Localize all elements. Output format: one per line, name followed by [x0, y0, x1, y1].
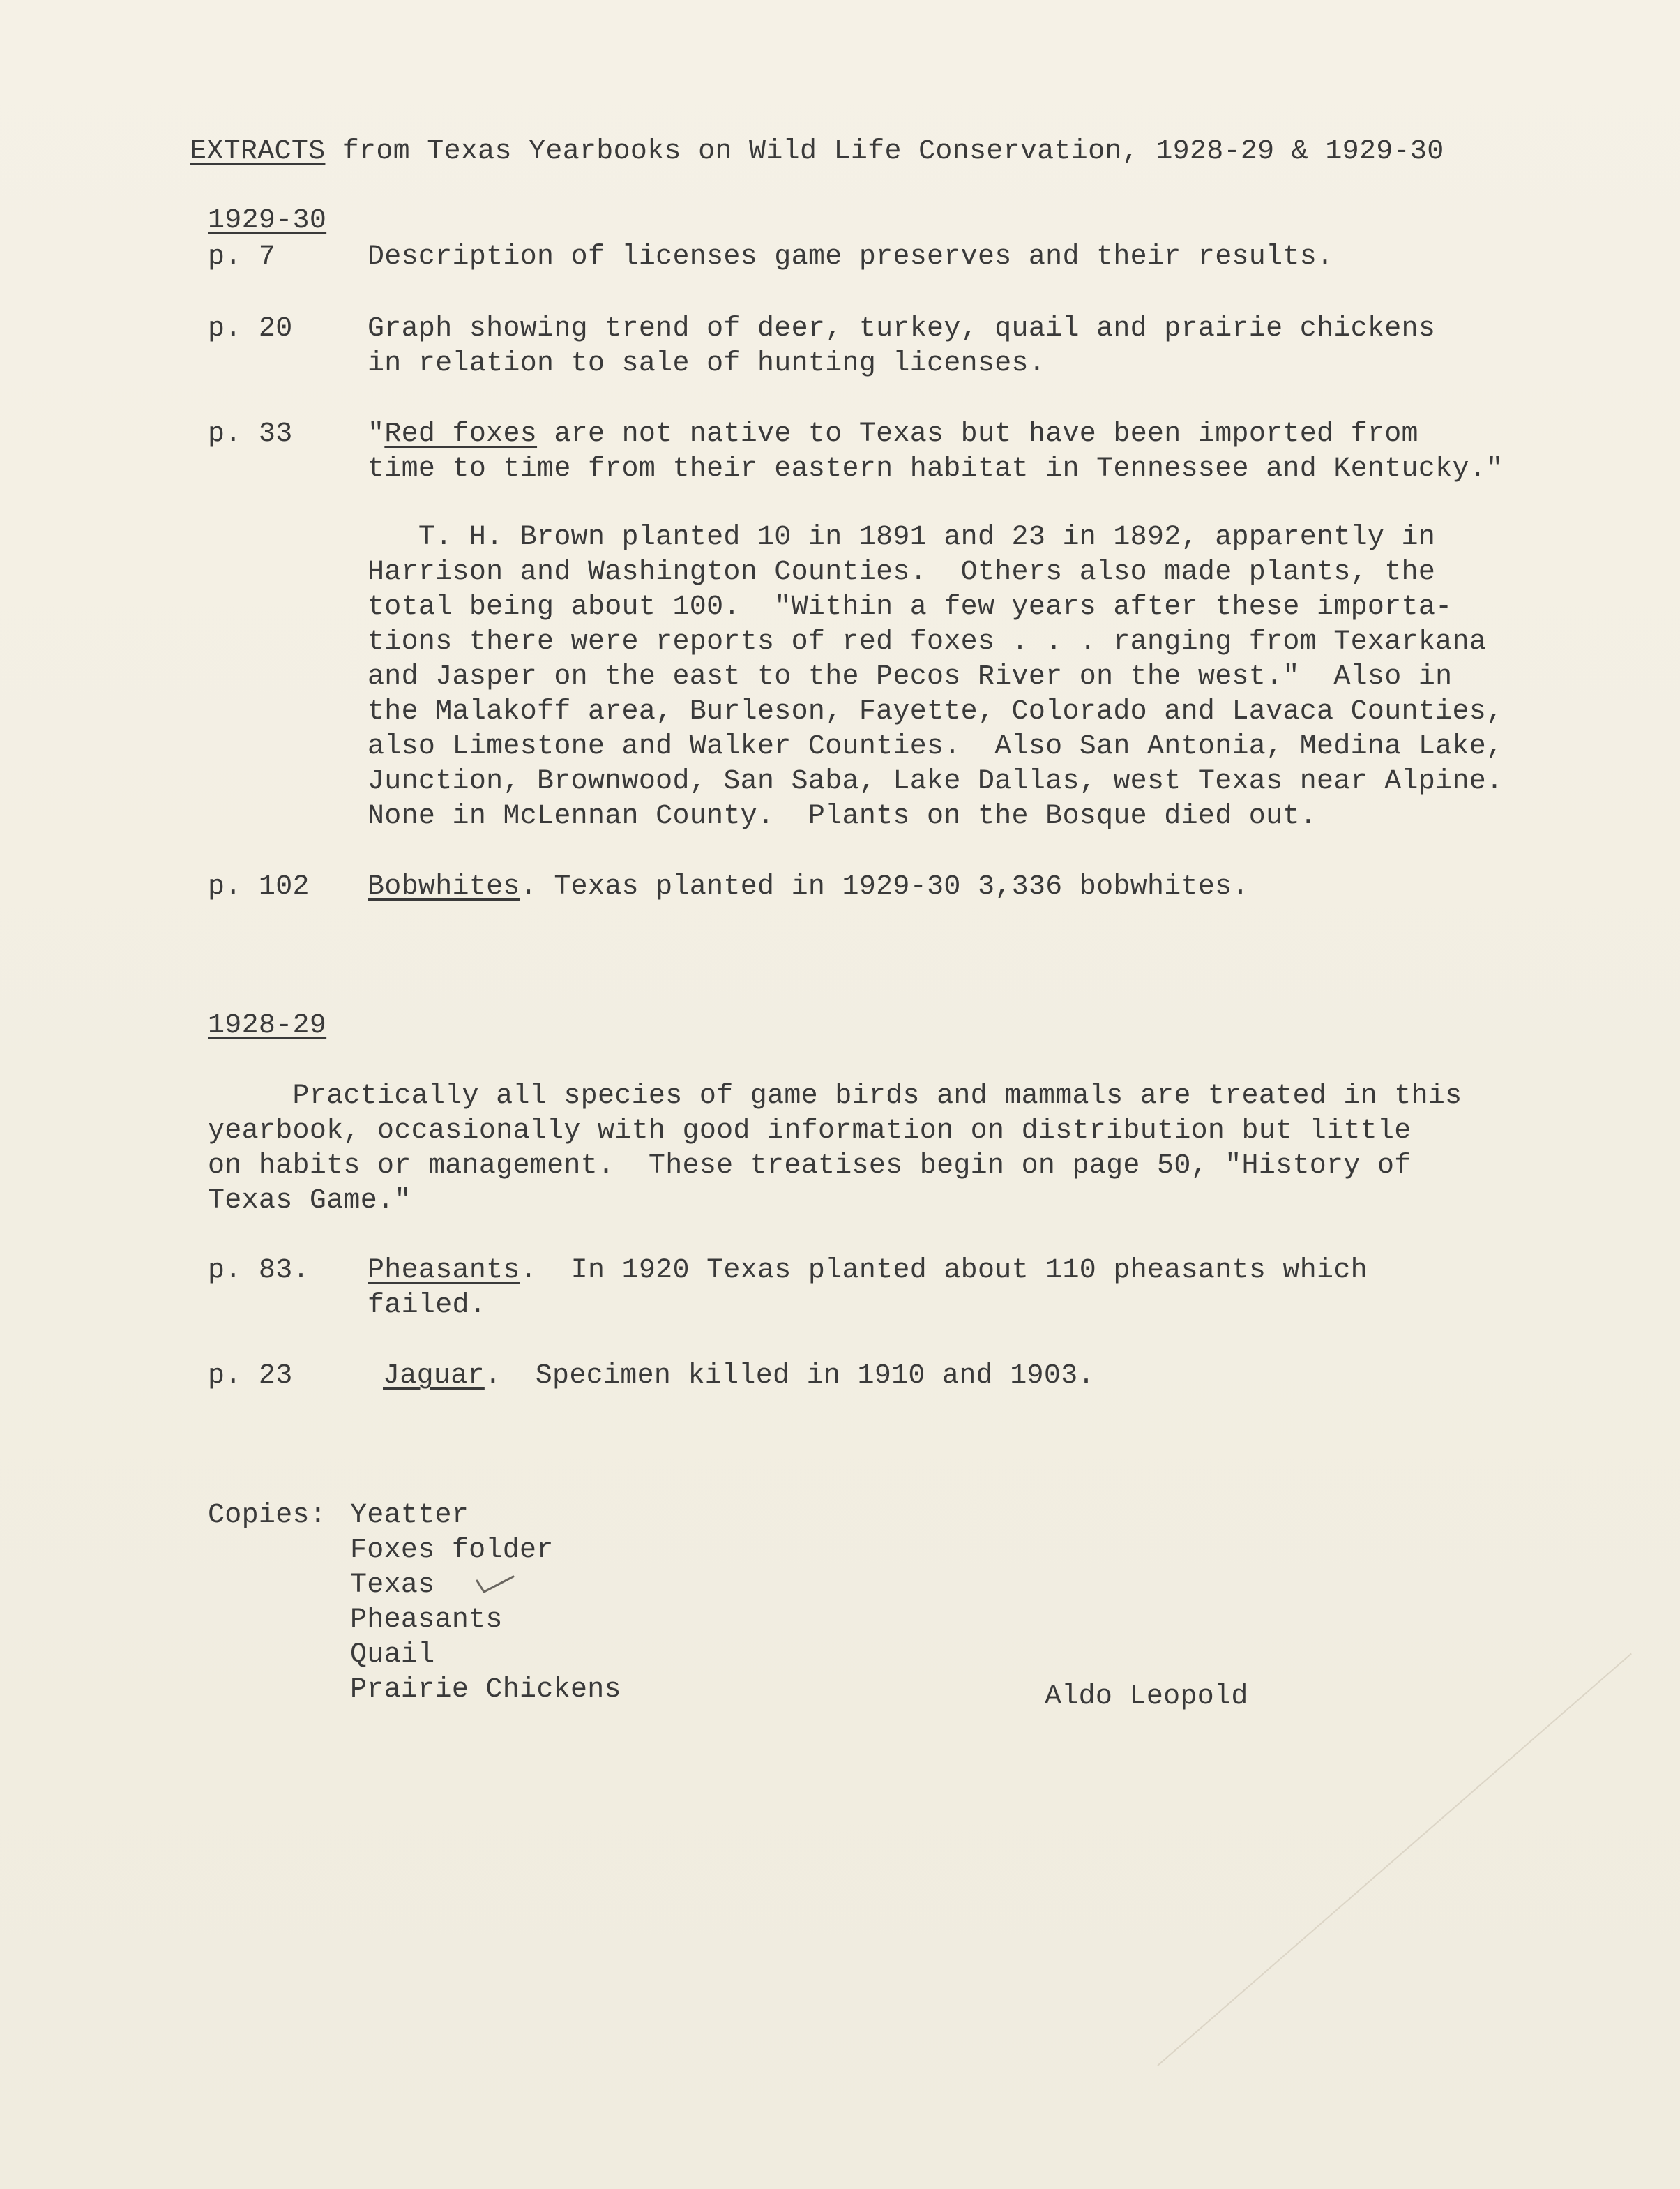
page-ref-7: p. 7: [208, 241, 276, 273]
intro-paragraph-line: on habits or management. These treatises begin on page 50, "History of: [208, 1150, 1412, 1182]
entry-text-83-line1: [368, 1254, 1368, 1288]
fox-paragraph-line: also Limestone and Walker Counties. Also San Antonia, Medina Lake,: [368, 731, 1504, 762]
fox-paragraph-line: Harrison and Washington Counties. Others also made plants, the: [368, 557, 1436, 588]
page-ref-23: p. 23: [208, 1360, 293, 1392]
entry-text-7: Description of licenses game preserves and their results.: [368, 241, 1334, 273]
topic-bobwhites: Bobwhites: [368, 871, 520, 903]
entry-text-33-rest: are not native to Texas but have been imported from: [537, 419, 1418, 450]
page-ref-102: p. 102: [208, 871, 310, 903]
fox-paragraph-line: T. H. Brown planted 10 in 1891 and 23 in 1892, apparently in: [368, 522, 1436, 553]
fox-paragraph-line: tions there were reports of red foxes . . . ranging from Texarkana: [368, 626, 1487, 658]
title-label: EXTRACTS: [190, 136, 326, 167]
page-ref-33: p. 33: [208, 419, 293, 450]
signature: Aldo Leopold: [1045, 1681, 1248, 1713]
entry-text-83-line2: failed.: [368, 1290, 487, 1321]
copy-recipient: Pheasants: [350, 1604, 503, 1636]
fox-paragraph-line: and Jasper on the east to the Pecos River on the west." Also in: [368, 661, 1453, 693]
copy-recipient: Foxes folder: [350, 1535, 554, 1566]
fox-paragraph-line: Junction, Brownwood, San Saba, Lake Dallas, west Texas near Alpine.: [368, 766, 1504, 797]
page-ref-83: p. 83.: [208, 1255, 310, 1286]
entry-text-33-line1: [368, 417, 1418, 452]
quote-mark: ": [368, 419, 385, 450]
intro-paragraph-line: Practically all species of game birds and mammals are treated in this: [208, 1081, 1462, 1112]
entry-text-102: [368, 870, 1249, 905]
intro-paragraph-line: Texas Game.": [208, 1185, 411, 1217]
copy-recipient: Yeatter: [350, 1500, 469, 1531]
entry-text-33-line2: time to time from their eastern habitat in Tennessee and Kentucky.": [368, 453, 1504, 485]
fox-paragraph-line: None in McLennan County. Plants on the Bosque died out.: [368, 801, 1317, 832]
page-ref-20: p. 20: [208, 313, 293, 345]
intro-paragraph-line: yearbook, occasionally with good information on distribution but little: [208, 1115, 1412, 1147]
copy-recipient: Quail: [350, 1639, 435, 1671]
document-title: [190, 135, 1444, 170]
section-heading-1929: 1929-30: [208, 205, 327, 236]
topic-pheasants: Pheasants: [368, 1255, 520, 1286]
entry-text-23: [383, 1359, 1095, 1394]
copy-recipient: Texas: [350, 1570, 435, 1601]
section-heading-1928: 1928-29: [208, 1010, 327, 1041]
topic-jaguar: Jaguar: [383, 1360, 485, 1392]
entry-text-102-rest: . Texas planted in 1929-30 3,336 bobwhites.: [520, 871, 1249, 903]
entry-text-83-rest: . In 1920 Texas planted about 110 pheasants which: [520, 1255, 1368, 1286]
title-text: from Texas Yearbooks on Wild Life Conservation, 1928-29 & 1929-30: [325, 136, 1444, 167]
copy-recipient: Prairie Chickens: [350, 1674, 621, 1706]
copies-label: Copies:: [208, 1500, 327, 1531]
entry-text-23-rest: . Specimen killed in 1910 and 1903.: [484, 1360, 1095, 1392]
checkmark-icon: [474, 1574, 516, 1595]
fox-paragraph-line: total being about 100. "Within a few years after these importa-: [368, 592, 1453, 623]
entry-text-20-line2: in relation to sale of hunting licenses.: [368, 348, 1046, 379]
topic-red-foxes: Red foxes: [384, 419, 538, 450]
fox-paragraph-line: the Malakoff area, Burleson, Fayette, Colorado and Lavaca Counties,: [368, 696, 1504, 728]
entry-text-20-line1: Graph showing trend of deer, turkey, quail and prairie chickens: [368, 313, 1436, 345]
